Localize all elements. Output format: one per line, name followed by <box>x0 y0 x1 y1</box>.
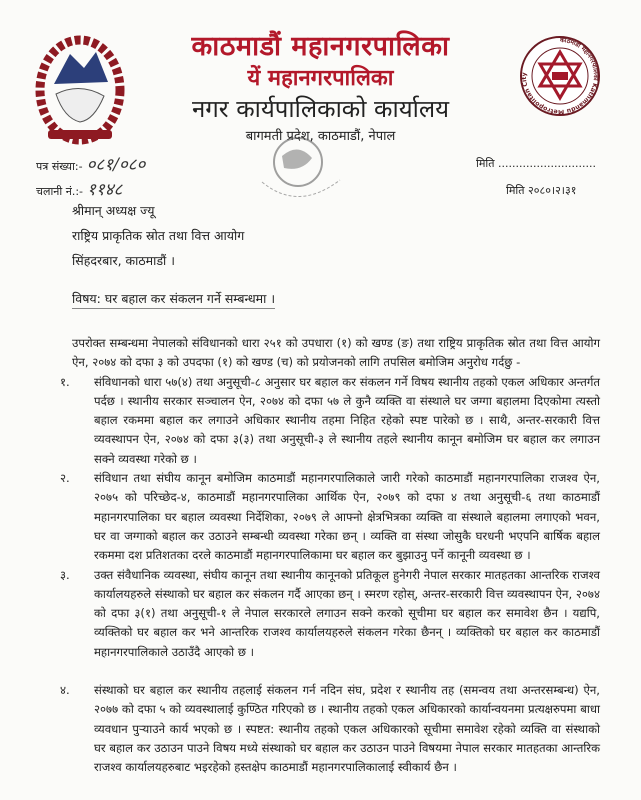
date-value: मिति २०८०।२।३१ <box>506 184 577 197</box>
dispatch-number-value: ११४८ <box>87 180 123 200</box>
list-item <box>60 681 600 777</box>
item-number: ४. <box>60 683 70 698</box>
date-dots: ............................ <box>498 157 596 170</box>
letter-number-label: पत्र संख्या:- <box>36 160 83 173</box>
recipient-block <box>72 198 244 273</box>
item-text: संस्थाको घर बहाल कर स्थानीय तहलाई संकलन गर्न नदिन संघ, प्रदेश र स्थानीय तह (समन्वय तथा अन्तरसम्बन्ध) ऐन, २०७७ को दफा ५ को व्यवस्थालाई कुण्ठित गरिएको छ । स्थानीय तहको एकल अधिकारको कार्यान्वयनमा प्रत्यक्षरुपमा बाधा व्यवधान पुर्‍याउने कार्य भएको छ । स्पष्टत: स्थानीय तहको एकल अधिकारको सूचीमा समावेश रहेको व्यक्ति वा संस्थाको घर बहाल कर उठाउन पाउने विषय मध्ये संस्थाको घर बहाल कर उठाउन पाउने विषयमा नेपाल सरकार मातहतका आन्तरिक राजश्व कार्यालयहरुबाट भइरहेको हस्तक्षेप काठमाडौं महानगरपालिकालाई स्वीकार्य छैन । <box>94 683 600 775</box>
item-number: १. <box>60 374 70 389</box>
dispatch-number <box>36 177 122 200</box>
kmc-logo-text: काठमाडौं महानगरपालिका Kathmandu Metropolitan City <box>520 36 600 116</box>
date-field <box>476 156 596 171</box>
letter-body <box>60 334 600 778</box>
letterhead-title: काठमाडौं महानगरपालिका <box>191 31 450 62</box>
office-stamp-icon <box>248 132 352 212</box>
item-text: संविधान तथा संघीय कानून बमोजिम काठमाडौं महानगरपालिकाले जारी गरेको काठमाडौं महानगरपालिका राजश्व ऐन, २०७५ को परिच्छेद-४, काठमाडौं महानगरपालिका आर्थिक ऐन, २०७९ को दफा ४ तथा अनुसूची-६ तथा काठमाडौं महानगरपालिका घर बहाल व्यवस्था निर्देशिका, २०७९ ले आफ्नो क्षेत्रभित्रका व्यक्ति वा संस्थाले बहालमा लगाएको भवन, घर वा जग्गाको बहाल कर उठाउने सम्बन्धी व्यवस्था गरेका छन् । व्यक्ति वा संस्था जोसुकै घरधनी भएपनि बार्षिक बहाल रकममा दश प्रतिशतका दरले काठमाडौं महानगरपालिकामा घर बहाल कर बुझाउनु पर्ने कानूनी व्यवस्था छ । <box>94 471 600 563</box>
letter-number <box>36 152 145 175</box>
list-item <box>60 469 600 565</box>
letter-number-value: ०८१/०८० <box>86 155 146 175</box>
letterhead-title-script: यें महानगरपालिका <box>247 66 394 91</box>
dispatch-number-label: चलानी नं.:- <box>36 185 84 198</box>
date-label: मिति <box>476 157 495 170</box>
recipient-line: राष्ट्रिय प्राकृतिक स्रोत तथा वित्त आयोग <box>72 228 245 243</box>
intro-paragraph: उपरोक्त सम्बन्धमा नेपालको संविधानको धारा २५१ को उपधारा (१) को खण्ड (ङ) तथा राष्ट्रिय प्राकृतिक स्रोत तथा वित्त आयोग ऐन, २०७४ को दफा ३ को उपदफा (१) को खण्ड (च) को प्रयोजनको लागि तपसिल बमोजिम अनुरोध गर्दछु - <box>72 336 600 370</box>
subject-line: विषय: घर बहाल कर संकलन गर्ने सम्बन्धमा । <box>72 290 275 309</box>
list-item <box>60 566 600 662</box>
item-text: उक्त संवैधानिक व्यवस्था, संघीय कानून तथा स्थानीय कानूनको प्रतिकूल हुनेगरी नेपाल सरकार मातहतका आन्तरिक राजश्व कार्यालयहरुले संस्थाको घर बहाल कर संकलन गर्दै आएका छन् । स्मरण रहोस्, अन्तर-सरकारी वित्त व्यवस्थापन ऐन, २०७४ को दफा ३(१) तथा अनुसूची-१ ले नेपाल सरकारले लगाउन सक्ने करको सूचीमा घर बहाल कर समावेश छैन । यद्यपि, व्यक्तिको घर बहाल कर भने आन्तरिक राजश्व कार्यालयहरुले संकलन गरेका छैनन् । व्यक्तिको घर बहाल कर काठमाडौं महानगरपालिकाले उठाउँदै आएको छ । <box>94 567 600 659</box>
recipient-line: सिंहदरबार, काठमाडौं । <box>72 253 175 268</box>
item-text: संविधानको धारा ५७(४) तथा अनुसूची-८ अनुसार घर बहाल कर संकलन गर्ने विषय स्थानीय तहको एकल अधिकार अन्तर्गत पर्दछ । स्थानीय सरकार सञ्चालन ऐन, २०७४ को दफा ५७ ले कुनै व्यक्ति वा संस्थाले घर जग्गा बहालमा दिएकोमा त्यस्तो बहाल रकममा बहाल कर लगाउने अधिकार स्थानीय तहमा निहित रहेको स्पष्ट पारेको छ । साथै, अन्तर-सरकारी वित्त व्यवस्थापन ऐन, २०७४ को दफा ३(३) तथा अनुसूची-३ ले स्थानीय तहले स्थानीय कानून बमोजिम घर बहाल कर लगाउन सक्ने व्यवस्था गरेको छ । <box>94 374 600 466</box>
recipient-line: श्रीमान् अध्यक्ष ज्यू <box>72 203 155 218</box>
item-number: २. <box>60 471 70 486</box>
letterhead-office: नगर कार्यपालिकाको कार्यालय <box>191 95 450 123</box>
letterhead-address: बागमती प्रदेश, काठमाडौं, नेपाल <box>245 129 396 144</box>
list-item <box>60 373 600 469</box>
item-number: ३. <box>60 567 70 582</box>
